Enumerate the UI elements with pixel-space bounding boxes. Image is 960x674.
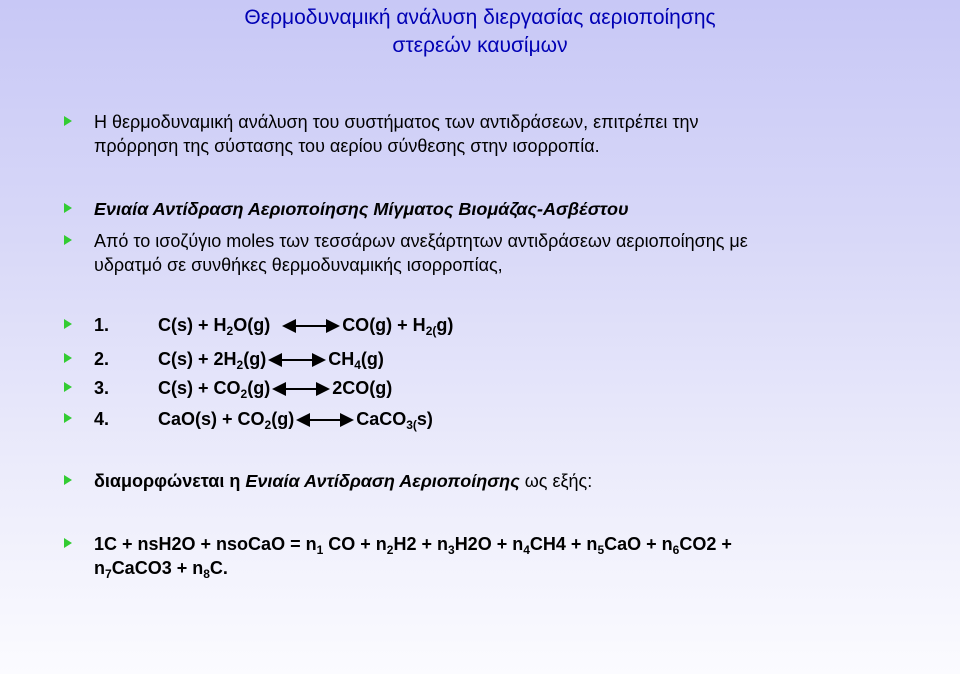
reaction-number: 2. xyxy=(94,349,110,369)
reaction-lhs-part-0: C(s) + H xyxy=(158,315,227,335)
arrow-bullet-icon xyxy=(64,382,72,392)
balance-text xyxy=(94,229,748,277)
reaction-equation xyxy=(158,347,384,371)
reaction-lhs-part-2: (g) xyxy=(271,409,295,429)
reaction-rhs-part-2: s) xyxy=(416,409,433,429)
double-arrow-icon xyxy=(282,319,340,333)
arrow-bullet-icon xyxy=(64,116,72,126)
title-line-2: στερεών καυσίμων xyxy=(392,34,568,57)
arrow-bullet-icon xyxy=(64,203,72,213)
reaction-number: 1. xyxy=(94,315,110,335)
formed-pre: διαμορφώνεται η xyxy=(94,471,246,491)
reaction-rhs-part-0: 2CO(g) xyxy=(332,378,393,398)
balance-line-2: υδρατμό σε συνθήκες θερμοδυναμικής ισορροπίας, xyxy=(94,255,503,275)
overall-l2-part-0: n xyxy=(94,558,105,578)
reaction-equation xyxy=(158,407,433,431)
reaction-lhs-part-1: 2 xyxy=(264,418,272,432)
reaction-rhs-part-0: CH xyxy=(328,349,355,369)
double-arrow-icon xyxy=(268,353,326,367)
double-arrow-icon xyxy=(272,382,330,396)
reaction-lhs-part-0: CaO(s) + CO xyxy=(158,409,265,429)
overall-l1-part-11: 6 xyxy=(672,543,680,557)
overall-l1-part-3: 2 xyxy=(386,543,394,557)
reaction-lhs-part-2: O(g) xyxy=(233,315,271,335)
overall-l2-part-1: 7 xyxy=(105,567,112,581)
double-arrow-icon xyxy=(296,413,354,427)
overall-line-1 xyxy=(94,532,732,556)
arrow-bullet-icon xyxy=(64,475,72,485)
reaction-lhs-part-1: 2 xyxy=(240,387,248,401)
formed-post: ως εξής: xyxy=(519,471,593,491)
reaction-lhs-part-1: 2 xyxy=(236,358,244,372)
overall-l2-part-3: 8 xyxy=(203,567,210,581)
reaction-lhs-part-2: (g) xyxy=(243,349,267,369)
overall-l1-part-8: CH4 + n xyxy=(529,534,598,554)
formed-text xyxy=(94,469,592,493)
overall-l2-part-2: CaCO3 + n xyxy=(111,558,204,578)
reaction-lhs-part-2: (g) xyxy=(247,378,271,398)
overall-l1-part-5: 3 xyxy=(448,543,455,557)
overall-l1-part-10: CaO + n xyxy=(604,534,673,554)
arrow-bullet-icon xyxy=(64,319,72,329)
intro-line-1: Η θερμοδυναμική ανάλυση του συστήματος των αντιδράσεων, επιτρέπει την xyxy=(94,112,699,132)
overall-l1-part-2: CO + n xyxy=(323,534,387,554)
formed-emphasis: Ενιαία Αντίδραση Αεριοποίησης xyxy=(245,471,520,491)
reaction-rhs-part-1: 3( xyxy=(406,418,417,432)
overall-l1-part-0: 1C + nsH2O + nsoCaO = n xyxy=(94,534,317,554)
reaction-number: 3. xyxy=(94,378,110,398)
reaction-equation xyxy=(158,313,453,337)
overall-equation xyxy=(94,532,732,580)
overall-l1-part-12: CO2 + xyxy=(679,534,732,554)
overall-l1-part-7: 4 xyxy=(523,543,530,557)
reaction-number: 4. xyxy=(94,409,110,429)
slide-title xyxy=(0,4,960,60)
overall-l2-part-4: C. xyxy=(209,558,228,578)
reaction-rhs-part-2: (g) xyxy=(360,349,384,369)
reaction-rhs-part-0: CO(g) + H xyxy=(342,315,426,335)
overall-l1-part-9: 5 xyxy=(597,543,605,557)
arrow-bullet-icon xyxy=(64,538,72,548)
reaction-lhs-part-0: C(s) + CO xyxy=(158,378,241,398)
reaction-rhs-part-0: CaCO xyxy=(356,409,407,429)
intro-text xyxy=(94,110,699,158)
reaction-equation xyxy=(158,376,392,400)
arrow-bullet-icon xyxy=(64,413,72,423)
reaction-rhs-part-1: 4 xyxy=(354,358,361,372)
intro-line-2: πρόρρηση της σύστασης του αερίου σύνθεσης στην ισορροπία. xyxy=(94,136,600,156)
arrow-bullet-icon xyxy=(64,235,72,245)
overall-line-2 xyxy=(94,556,732,580)
section-heading: Ενιαία Αντίδραση Αεριοποίησης Μίγματος Βιομάζας-Ασβέστου xyxy=(94,199,629,219)
reaction-lhs-part-1: 2 xyxy=(226,324,234,338)
balance-line-1: Από το ισοζύγιο moles των τεσσάρων ανεξάρτητων αντιδράσεων αεριοποίησης με xyxy=(94,231,748,251)
reaction-rhs-part-2: g) xyxy=(436,315,454,335)
reaction-lhs-part-0: C(s) + 2H xyxy=(158,349,237,369)
reaction-rhs-part-1: 2( xyxy=(425,324,437,338)
overall-l1-part-1: 1 xyxy=(316,543,324,557)
overall-l1-part-4: H2 + n xyxy=(393,534,448,554)
title-line-1: Θερμοδυναμική ανάλυση διεργασίας αεριοποίησης xyxy=(244,6,716,29)
overall-l1-part-6: H2O + n xyxy=(454,534,524,554)
arrow-bullet-icon xyxy=(64,353,72,363)
